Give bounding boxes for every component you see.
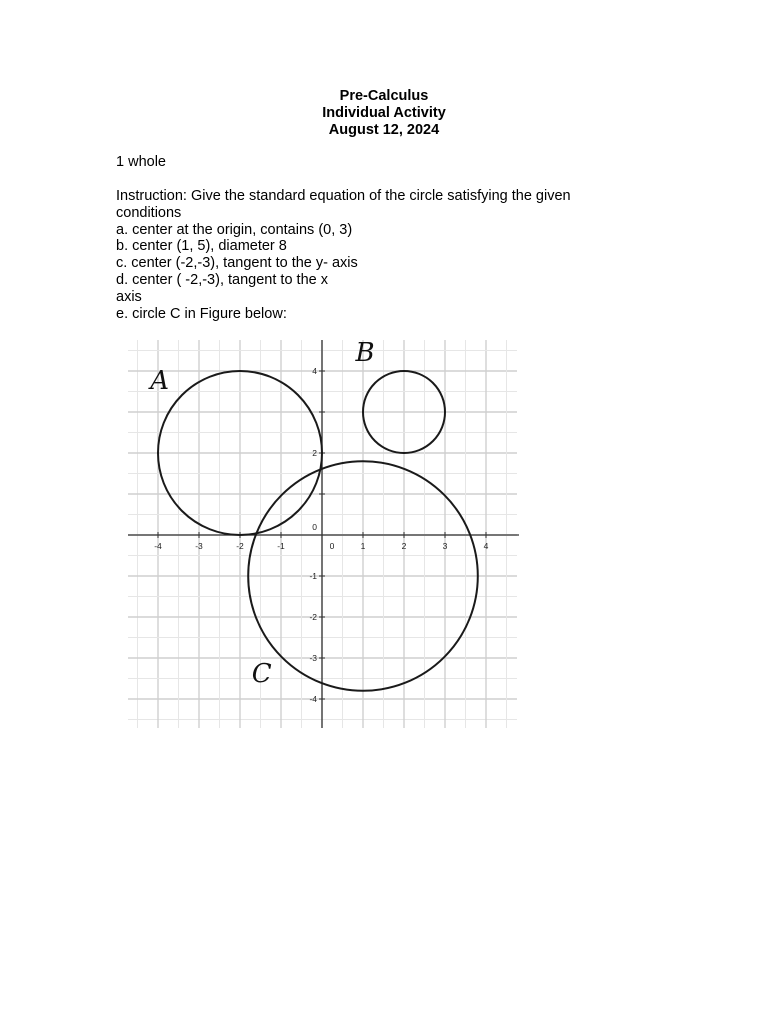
y-tick-label: -1 [309,571,317,581]
item-d-continued: axis [116,288,142,305]
x-tick-label: -4 [154,541,162,551]
item-e: e. circle C in Figure below: [116,305,287,322]
x-tick-label: 3 [442,541,448,551]
x-tick-label: -1 [277,541,285,551]
y-tick-label: -4 [309,694,317,704]
x-tick-label: 2 [401,541,407,551]
x-tick-label: -2 [236,541,244,551]
circle-label-c: C [251,658,272,689]
y-tick-label: -3 [309,653,317,663]
item-b: b. center (1, 5), diameter 8 [116,238,287,255]
y-tick-label: 0 [312,522,317,532]
document-header [0,88,768,139]
circle-labels [148,338,374,689]
item-d: d. center ( -2,-3), tangent to the x [116,271,328,288]
circle-label-b: B [355,337,375,368]
course-title: Pre-Calculus [339,88,429,104]
activity-date: August 12, 2024 [328,122,440,138]
y-tick-label: 2 [312,448,317,458]
x-tick-label: 0 [329,541,335,551]
points-note: 1 whole [116,154,166,170]
circle-label-a: A [150,366,170,397]
circles-figure [120,335,525,730]
item-c: c. center (-2,-3), tangent to the y- axis [116,255,358,272]
y-tick-label: -2 [309,612,317,622]
y-tick-label: 4 [312,366,317,376]
activity-title: Individual Activity [322,105,446,121]
x-tick-label: -3 [195,541,203,551]
x-tick-label: 1 [360,541,366,551]
x-tick-label: 4 [483,541,489,551]
item-a: a. center at the origin, contains (0, 3) [116,221,353,238]
instructions-block [116,188,586,322]
circles-group [158,371,478,691]
instruction-text: Instruction: Give the standard equation of the circle satisfying the given conditions [116,188,571,221]
coordinate-axes [128,337,519,728]
